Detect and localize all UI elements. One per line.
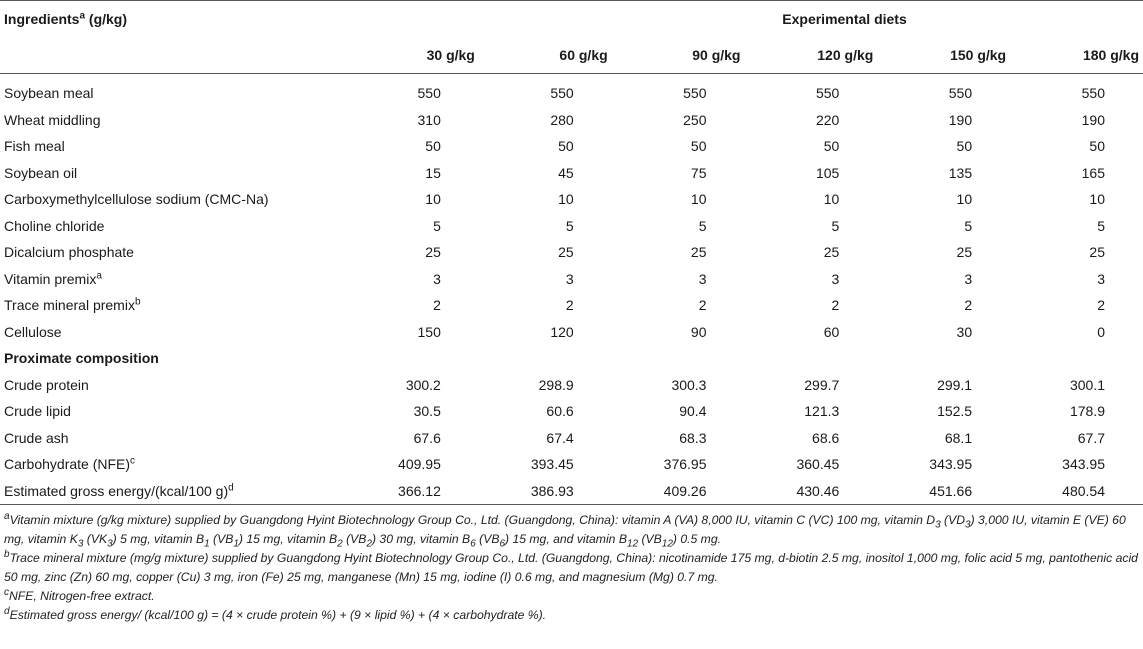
table-cell: 165 <box>1081 164 1105 181</box>
table-row <box>0 425 1143 452</box>
table-cell: 25 <box>425 244 441 261</box>
table-footnotes <box>0 505 1143 625</box>
table-cell: 10 <box>1089 191 1105 208</box>
table-cell: 67.6 <box>413 429 441 446</box>
table-cell: 360.45 <box>796 456 840 473</box>
table-row <box>0 213 1143 240</box>
column-header: 120 g/kg <box>744 37 877 74</box>
column-header: 60 g/kg <box>479 37 612 74</box>
table-cell: 393.45 <box>530 456 574 473</box>
table-cell: 480.54 <box>1010 478 1143 505</box>
table-cell: 3 <box>1097 270 1105 287</box>
table-cell: 299.1 <box>937 376 973 393</box>
footnote-b: $^b$Trace mineral mixture (mg/g mixture) supplied by Guangdong Hyint Biotechnology Group Co., Ltd. (Guangdong, China): nicotinamide 175 mg, d-biotin 2.5 mg, inositol 1,000 mg, folic acid 5 mg, pantothenic acid 50 mg, zinc (Zn) 60 mg, copper (Cu) 3 mg, iron (Fe) 25 mg, manganese (Mn) 15 mg, iodine (I) 0.6 mg, and magnesium (Mg) 0.7 mg. <box>4 548 1138 584</box>
row-label: Soybean meal <box>4 85 94 102</box>
table-cell: 550 <box>948 85 973 102</box>
table-cell: 2 <box>831 297 840 314</box>
table-cell: 135 <box>948 164 973 181</box>
table-cell: 550 <box>417 85 441 102</box>
table-cell: 5 <box>964 217 973 234</box>
column-header: 90 g/kg <box>612 37 745 74</box>
table-row <box>0 372 1143 399</box>
column-header: 150 g/kg <box>877 37 1010 74</box>
row-label: Trace mineral premix$^b$ <box>4 296 141 314</box>
table-cell: 10 <box>558 191 574 208</box>
table-cell: 5 <box>1097 217 1105 234</box>
table-cell: 386.93 <box>479 478 612 505</box>
table-cell: 50 <box>558 138 574 155</box>
table-cell: 30.5 <box>413 403 441 420</box>
table-cell: 300.1 <box>1069 376 1105 393</box>
table-cell: 550 <box>1081 85 1105 102</box>
table-cell: 50 <box>425 138 441 155</box>
row-label: Carbohydrate (NFE)$^c$ <box>4 455 136 473</box>
table-cell: 50 <box>823 138 840 155</box>
table-cell: 280 <box>550 111 574 128</box>
row-label: Dicalcium phosphate <box>4 244 134 261</box>
column-header: 180 g/kg <box>1010 37 1143 74</box>
row-label: Estimated gross energy/(kcal/100 g)$^d$ <box>0 478 346 505</box>
table-cell: 2 <box>1097 297 1105 314</box>
table-row <box>0 133 1143 160</box>
section-label: Proximate composition <box>4 350 159 367</box>
section-row <box>0 345 1143 372</box>
table-cell: 15 <box>425 164 441 181</box>
footnote-d: $^d$Estimated gross energy/ (kcal/100 g) = (4 × crude protein %) + (9 × lipid %) + (4 × carbohydrate %). <box>4 605 547 622</box>
table-cell: 68.1 <box>944 429 973 446</box>
table-cell: 250 <box>683 111 707 128</box>
table-cell: 10 <box>425 191 441 208</box>
table-cell: 366.12 <box>346 478 479 505</box>
row-label: Cellulose <box>4 323 62 340</box>
table-cell: 300.3 <box>671 376 707 393</box>
ingredients-header: Ingredients$^a$ (g/kg) <box>0 1 346 38</box>
table-cell: 25 <box>690 244 707 261</box>
table-cell: 90.4 <box>679 403 707 420</box>
table-cell: 152.5 <box>937 403 973 420</box>
footnote-a-text: Vitamin mixture (g/kg mixture) supplied by Guangdong Hyint Biotechnology Group Co., Ltd. (Guangdong, China): vitamin A (VA) 8,000 IU, vitamin C (VC) 100 mg, vitamin $D_3$ $(VD_3)$ 3,000 IU, vitamin E (VE) 60 mg, vitamin $K_3$ $(VK_3)$ 5 mg, vitamin $B_1$ $(VB_1)$ 15 mg, vitamin $B_2$ $(VB_2)$ 30 mg, vitamin $B_6$ $(VB_6)$ 15 mg, and vitamin $B_{12}$ $(VB_{12})$ 0.5 mg. <box>4 513 1126 550</box>
table-cell: 300.2 <box>405 376 441 393</box>
row-label: Vitamin premix$^a$ <box>4 270 102 287</box>
table-cell: 190 <box>1081 111 1105 128</box>
table-cell: 409.95 <box>398 456 441 473</box>
table-cell: 121.3 <box>804 403 840 420</box>
table-cell: 10 <box>823 191 840 208</box>
table-cell: 120 <box>550 323 574 340</box>
row-label: Crude protein <box>4 376 89 393</box>
table-cell: 310 <box>417 111 441 128</box>
table-cell: 2 <box>698 297 707 314</box>
table-row <box>0 266 1143 293</box>
footnote-b-text: Trace mineral mixture (mg/g mixture) supplied by Guangdong Hyint Biotechnology Group Co., Ltd. (Guangdong, China): nicotinamide 175 mg, d-biotin 2.5 mg, inositol 1,000 mg, folic acid 5 mg, pantothenic acid 50 mg, zinc (Zn) 60 mg, copper (Cu) 3 mg, iron (Fe) 25 mg, manganese (Mn) 15 mg, iodine (I) 0.6 mg, and magnesium (Mg) 0.7 mg. <box>4 551 1138 584</box>
table-cell: 2 <box>964 297 973 314</box>
table-cell: 10 <box>956 191 973 208</box>
table-cell: 298.9 <box>538 376 574 393</box>
header-row-columns <box>0 37 1143 74</box>
table-cell: 3 <box>831 270 840 287</box>
table-row <box>0 292 1143 319</box>
table-cell: 550 <box>550 85 574 102</box>
row-label: Soybean oil <box>4 164 78 181</box>
table-cell: 299.7 <box>804 376 840 393</box>
table-cell: 60.6 <box>546 403 574 420</box>
table-cell: 68.3 <box>679 429 707 446</box>
table-cell: 343.95 <box>1062 456 1105 473</box>
row-label: Fish meal <box>4 138 65 155</box>
table-cell: 178.9 <box>1069 403 1105 420</box>
table-cell: 45 <box>558 164 574 181</box>
table-row <box>0 74 1143 107</box>
row-label: Wheat middling <box>4 111 101 128</box>
table-cell: 10 <box>690 191 707 208</box>
table-cell: 90 <box>690 323 707 340</box>
table-cell: 50 <box>956 138 973 155</box>
table-cell: 3 <box>964 270 973 287</box>
table-row <box>0 160 1143 187</box>
experimental-diets-header: Experimental diets <box>346 1 1143 38</box>
row-label: Carboxymethylcellulose sodium (CMC-Na) <box>4 191 269 208</box>
table-cell: 105 <box>815 164 840 181</box>
table-cell: 75 <box>690 164 707 181</box>
table-cell: 60 <box>823 323 840 340</box>
table-cell: 30 <box>956 323 973 340</box>
row-label: Crude ash <box>4 429 69 446</box>
table-row <box>0 398 1143 425</box>
table-row <box>0 451 1143 478</box>
table-cell: 409.26 <box>612 478 745 505</box>
table-cell: 25 <box>1089 244 1105 261</box>
table-cell: 68.6 <box>812 429 840 446</box>
row-label: Choline chloride <box>4 217 105 234</box>
table-cell: 5 <box>433 217 441 234</box>
header-row-group <box>0 1 1143 38</box>
table-cell: 67.4 <box>546 429 574 446</box>
table-cell: 25 <box>823 244 840 261</box>
table-cell: 3 <box>698 270 707 287</box>
table-cell: 25 <box>956 244 973 261</box>
table-cell: 190 <box>948 111 973 128</box>
footnote-c-text: NFE, Nitrogen-free extract. <box>9 589 155 603</box>
table-cell: 150 <box>417 323 441 340</box>
table-cell: 2 <box>565 297 574 314</box>
table-cell: 220 <box>815 111 840 128</box>
table-row <box>0 107 1143 134</box>
table-cell: 5 <box>565 217 574 234</box>
table-row <box>0 239 1143 266</box>
footnote-c: $^c$NFE, Nitrogen-free extract. <box>4 586 155 603</box>
table-cell: 50 <box>690 138 707 155</box>
table-row <box>0 319 1143 346</box>
table-cell: 3 <box>565 270 574 287</box>
column-header: 30 g/kg <box>346 37 479 74</box>
table-row <box>0 186 1143 213</box>
row-label: Crude lipid <box>4 403 71 420</box>
table-row <box>0 478 1143 505</box>
table-cell: 2 <box>433 297 441 314</box>
table-cell: 0 <box>1097 323 1105 340</box>
table-cell: 50 <box>1089 138 1105 155</box>
table-cell: 5 <box>698 217 707 234</box>
table-cell: 550 <box>683 85 707 102</box>
table-cell: 67.7 <box>1077 429 1105 446</box>
footnote-d-text: Estimated gross energy/ (kcal/100 g) = (4 × crude protein %) + (9 × lipid %) + (4 × carbohydrate %). <box>9 608 547 622</box>
table-cell: 550 <box>815 85 840 102</box>
table-cell: 3 <box>433 270 441 287</box>
table-cell: 25 <box>558 244 574 261</box>
table-body <box>0 74 1143 505</box>
footnote-a: $^a$Vitamin mixture (g/kg mixture) supplied by Guangdong Hyint Biotechnology Group Co., Ltd. (Guangdong, China): vitamin A (VA) 8,000 IU, vitamin C (VC) 100 mg, vitamin $D_3$ $(VD_3)$ 3,000 IU, vitamin E (VE) 60 mg, vitamin $K_3$ $(VK_3)$ 5 mg, vitamin $B_1$ $(VB_1)$ 15 mg, vitamin $B_2$ $(VB_2)$ 30 mg, vitamin $B_6$ $(VB_6)$ 15 mg, and vitamin $B_{12}$ $(VB_{12})$ 0.5 mg. <box>4 510 1126 550</box>
table-cell: 5 <box>831 217 840 234</box>
table-cell: 430.46 <box>744 478 877 505</box>
table-cell: 376.95 <box>663 456 707 473</box>
table-cell: 451.66 <box>877 478 1010 505</box>
table-cell: 343.95 <box>929 456 973 473</box>
